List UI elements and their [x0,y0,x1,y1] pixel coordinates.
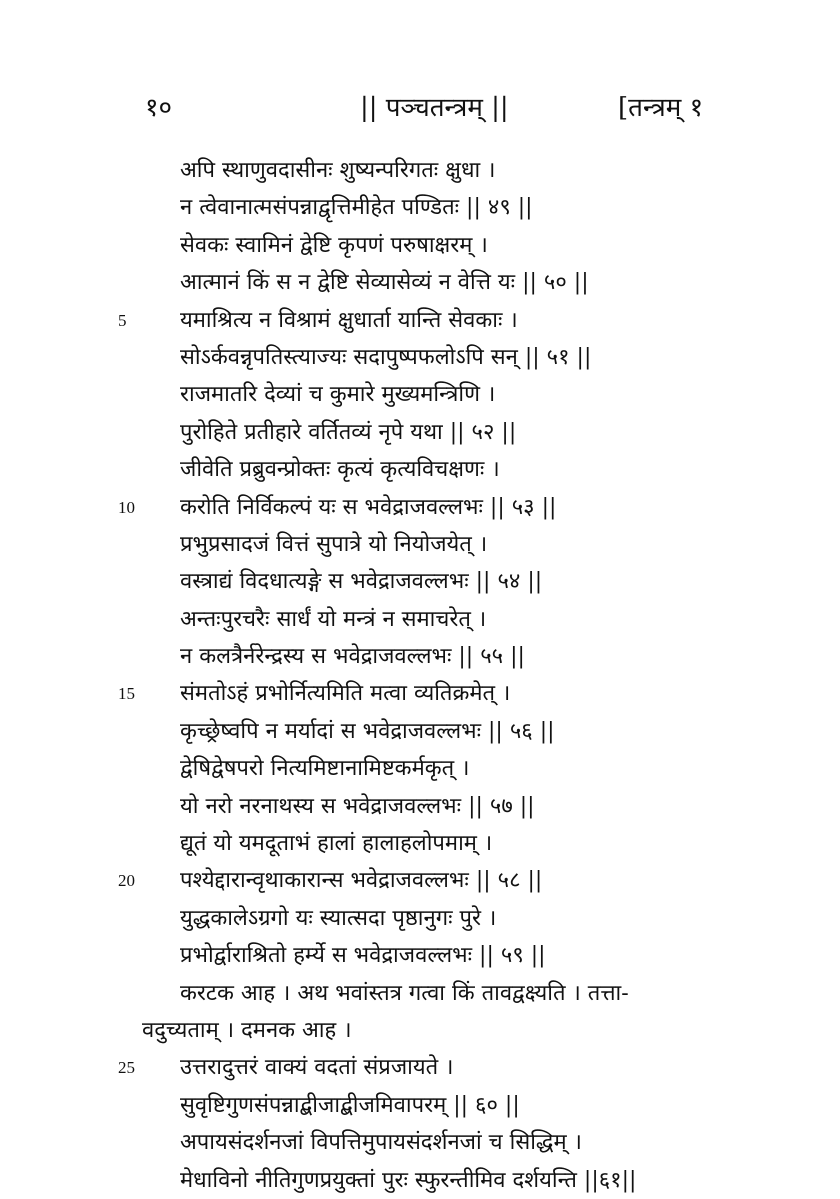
line-text: प्रभुप्रसादजं वित्तं सुपात्रे यो नियोजयेत् । [180,531,488,557]
line-text: सेवकः स्वामिनं द्वेष्टि कृपणं परुषाक्षरम् । [180,232,488,258]
line-text: पश्येद्दारान्वृथाकारान्स भवेद्राजवल्लभः || ५८ || [180,868,543,894]
text-line [0,1162,840,1199]
text-line [0,227,840,264]
line-text: उत्तरादुत्तरं वाक्यं वदतां संप्रजायते । [180,1055,454,1081]
line-text: मेधाविनो नीतिगुणप्रयुक्तां पुरः स्फुरन्तीमिव दर्शयन्ति ||६१|| [180,1167,637,1193]
text-line [0,376,840,413]
line-number: 15 [118,684,135,704]
line-text: आत्मानं किं स न द्वेष्टि सेव्यासेव्यं न वेत्ति यः || ५० || [180,270,589,296]
verse-text-block [0,152,840,1199]
line-text: पुरोहिते प्रतीहारे वर्तितव्यं नृपे यथा || ५२ || [180,419,517,445]
text-line [0,414,840,451]
text-line [0,788,840,825]
running-title: || पञ्चतन्त्रम् || [360,93,509,123]
text-line [0,1049,840,1086]
text-line [0,1124,840,1161]
text-line [0,862,840,899]
line-text: सुवृष्टिगुणसंपन्नाद्बीजाद्बीजमिवापरम् || ६० || [180,1092,520,1118]
text-line [0,302,840,339]
line-text: करटक आह । अथ भवांस्तत्र गत्वा किं तावद्वक्ष्यति । तत्ता- [180,980,629,1006]
text-line [0,713,840,750]
text-line [0,563,840,600]
text-line [0,152,840,189]
line-text: राजमातरि देव्यां च कुमारे मुख्यमन्त्रिणि । [180,382,496,408]
text-line [0,189,840,226]
section-label: [तन्त्रम् १ [618,93,704,123]
line-text: जीवेति प्रब्रुवन्प्रोक्तः कृत्यं कृत्यविचक्षणः । [180,457,500,483]
line-text: द्वेषिद्वेषपरो नित्यमिष्टानामिष्टकर्मकृत् । [180,756,470,782]
text-line [0,900,840,937]
line-text: यमाश्रित्य न विश्रामं क्षुधार्ता यान्ति सेवकाः । [180,307,518,333]
line-text: अन्तःपुरचरैः सार्धं यो मन्त्रं न समाचरेत् । [180,606,487,632]
line-text: संमतोऽहं प्रभोर्नित्यमिति मत्वा व्यतिक्रमेत् । [180,681,511,707]
line-text: यो नरो नरनाथस्य स भवेद्राजवल्लभः || ५७ || [180,793,535,819]
line-text: वदुच्यताम् । दमनक आह । [142,1017,352,1043]
line-text: सोऽर्कवन्नृपतिस्त्याज्यः सदापुष्पफलोऽपि सन् || ५१ || [180,344,592,370]
line-text: वस्त्राद्यं विदधात्यङ्गे स भवेद्राजवल्लभः || ५४ || [180,569,543,595]
line-text: द्यूतं यो यमदूताभं हालां हालाहलोपमाम् । [180,831,493,857]
text-line [0,825,840,862]
line-text: न कलत्रैर्नरेन्द्रस्य स भवेद्राजवल्लभः || ५५ || [180,644,525,670]
line-text: कृच्छ्रेष्वपि न मर्यादां स भवेद्राजवल्लभः || ५६ || [180,718,555,744]
line-number: 25 [118,1058,135,1078]
text-line [0,638,840,675]
line-text: युद्धकालेऽग्रगो यः स्यात्सदा पृष्ठानुगः पुरे । [180,905,497,931]
line-text: अपायसंदर्शनजां विपत्तिमुपायसंदर्शनजां च सिद्धिम् । [180,1130,582,1156]
text-line [0,451,840,488]
line-number: 5 [118,310,127,330]
page-number: १० [145,93,173,123]
text-line [0,975,840,1012]
line-text: प्रभोर्द्वाराश्रितो हर्म्ये स भवेद्राजवल्लभः || ५९ || [180,943,546,969]
text-line [0,489,840,526]
line-text: करोति निर्विकल्पं यः स भवेद्राजवल्लभः || ५३ || [180,494,557,520]
text-line [0,937,840,974]
text-line [0,750,840,787]
text-line [0,675,840,712]
text-line [0,526,840,563]
line-number: 10 [118,497,135,517]
text-line [0,264,840,301]
line-number: 20 [118,871,135,891]
text-line [0,601,840,638]
line-text: अपि स्थाणुवदासीनः शुष्यन्परिगतः क्षुधा । [180,158,496,183]
line-text: न त्वेवानात्मसंपन्नाद्वृत्तिमीहेत पण्डितः || ४९ || [180,195,533,221]
text-line [0,1087,840,1124]
page-header [0,88,840,128]
text-line [0,1012,840,1049]
text-line [0,339,840,376]
